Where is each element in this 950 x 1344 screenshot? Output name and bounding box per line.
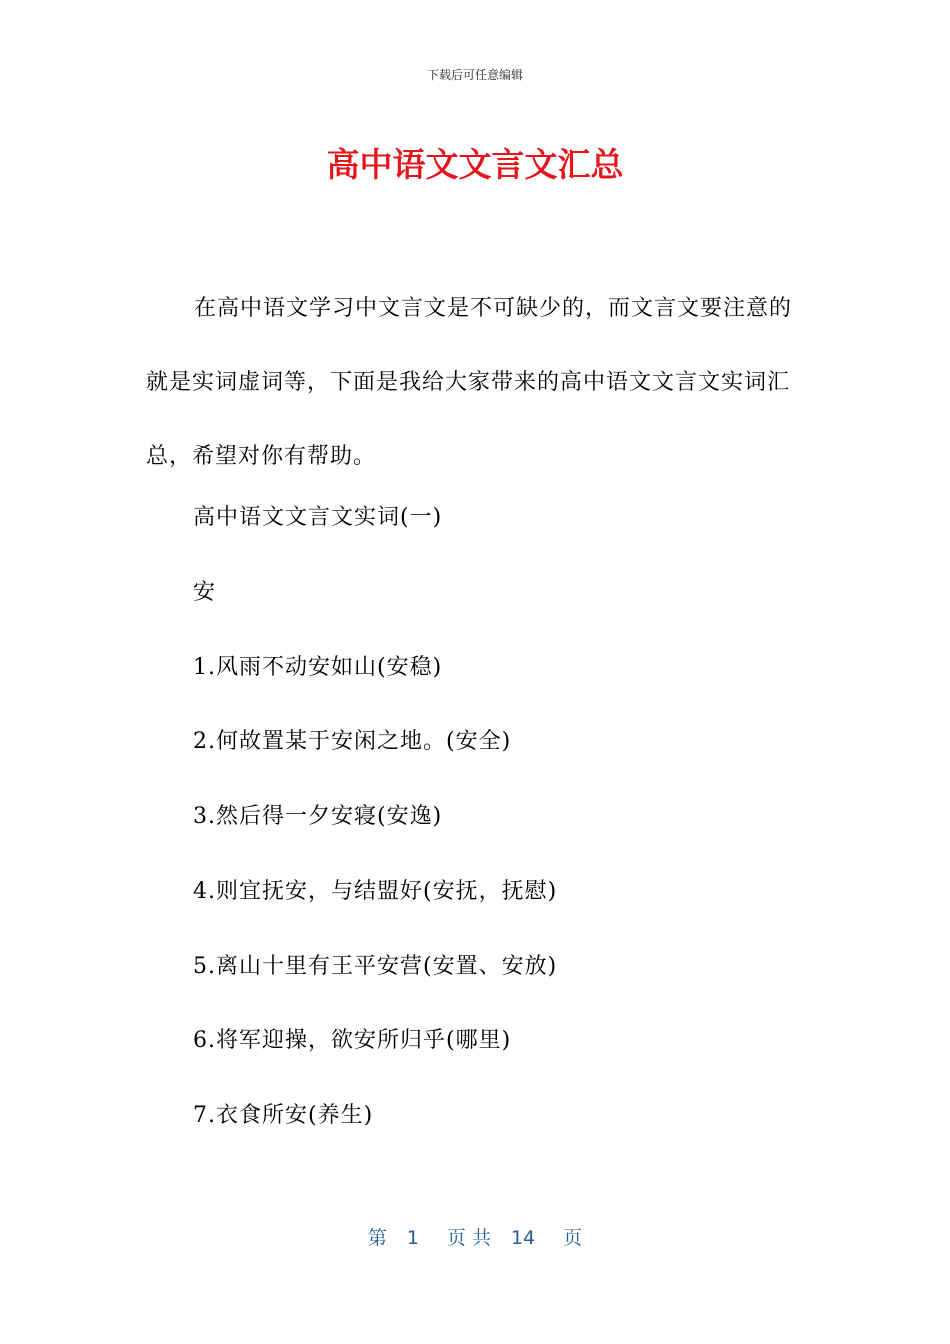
example-line: 7.衣食所安(养生) [193,1103,374,1128]
footer-prefix: 第 [367,1227,387,1249]
page-footer [0,1224,950,1252]
footer-suffix: 页 [563,1227,583,1249]
footer-middle: 页 共 [446,1227,491,1249]
example-line: 6.将军迎操，欲安所归乎(哪里) [193,1028,512,1053]
example-line: 2.何故置某于安闲之地。(安全) [193,729,512,754]
section-heading: 高中语文文言文实词(一) [193,505,443,530]
example-line: 1.风雨不动安如山(安稳) [193,655,443,680]
example-line: 5.离山十里有王平安营(安置、安放) [193,954,558,979]
intro-paragraph: 在高中语文学习中文言文是不可缺少的，而文言文要注意的就是实词虚词等，下面是我给大家带来的高中语文文言文实词汇总，希望对你有帮助。 [146,296,793,469]
example-line: 3.然后得一夕安寝(安逸) [193,804,443,829]
current-page-number: 1 [406,1227,419,1249]
document-title: 高中语文文言文汇总 [326,145,624,184]
keyword: 安 [193,580,217,605]
header-note: 下载后可任意编辑 [426,68,523,82]
example-line: 4.则宜抚安，与结盟好(安抚，抚慰) [193,879,558,904]
total-pages-number: 14 [510,1227,536,1249]
